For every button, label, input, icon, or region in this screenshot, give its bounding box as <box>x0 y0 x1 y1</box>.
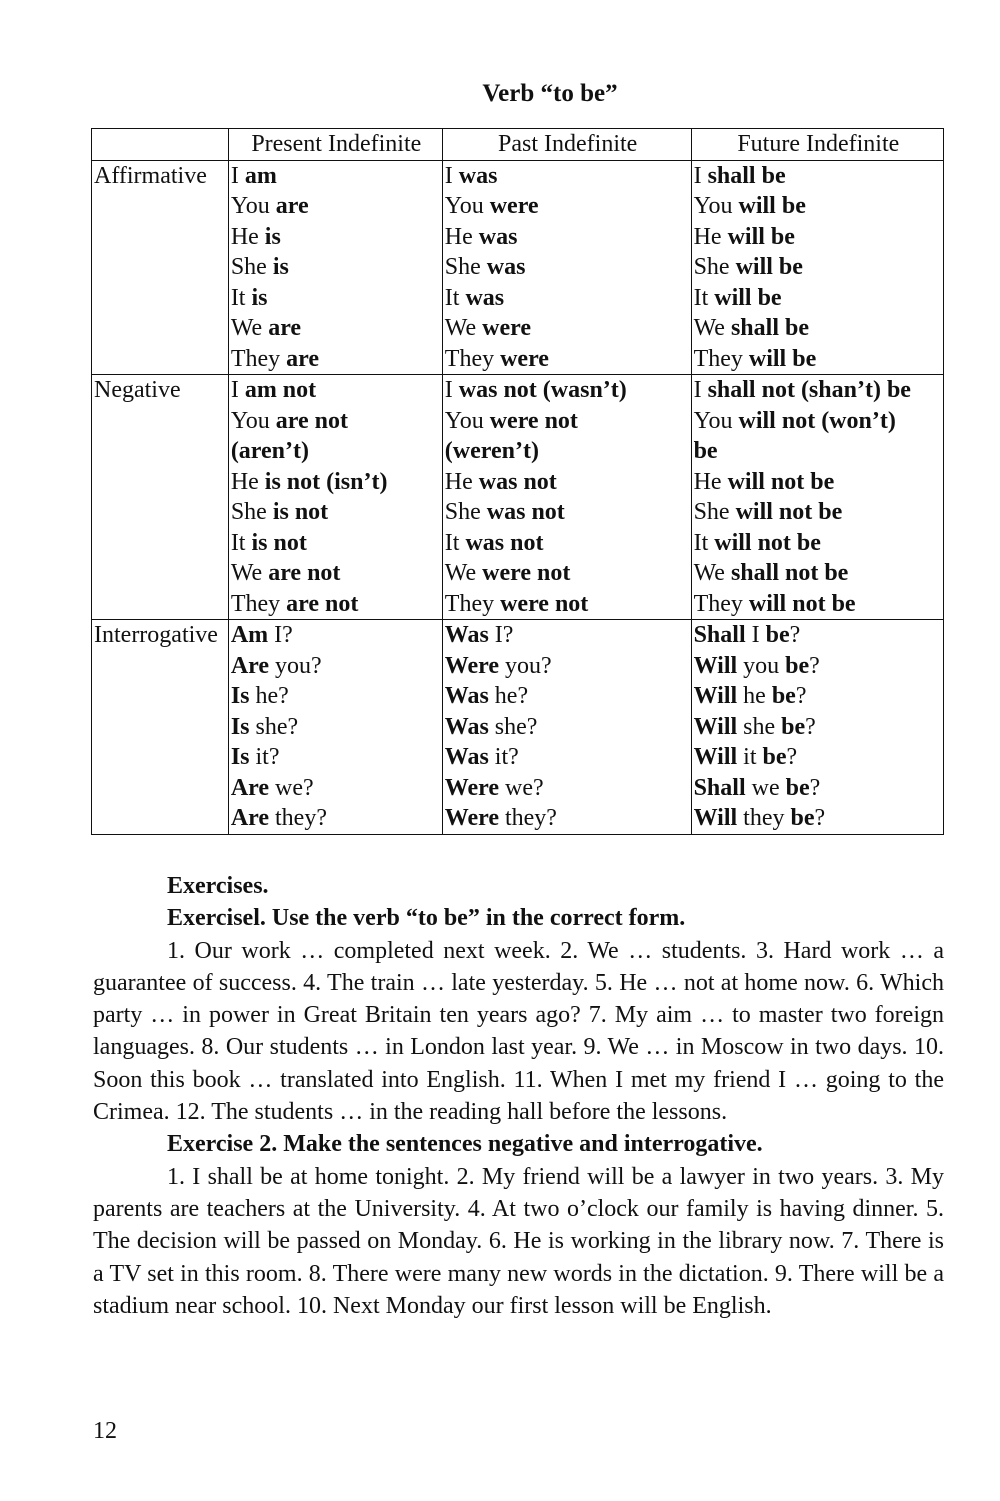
verb-form-line: Was he? <box>444 683 529 709</box>
verb-form-line: Will you be? <box>693 652 820 679</box>
verb-form-line: He was <box>444 223 518 250</box>
verb-form-line: Will he be? <box>693 683 807 709</box>
verb-form-line: It was not <box>444 529 544 556</box>
verb-form-line: We were not <box>444 560 571 586</box>
page-number: 12 <box>93 1418 117 1444</box>
verb-form-line: She was <box>444 254 526 280</box>
cell-affirmative-present <box>228 160 442 375</box>
row-interrogative <box>92 620 944 835</box>
header-past-indefinite: Past Indefinite <box>442 129 691 161</box>
verb-form-line: They are <box>230 345 319 372</box>
verb-form-line: We shall not be <box>693 560 849 586</box>
verb-form-line: Are we? <box>230 774 314 801</box>
verb-form-line: They were <box>444 345 549 372</box>
row-label-interrogative: Interrogative <box>92 620 229 835</box>
cell-affirmative-past <box>442 160 691 375</box>
verb-form-line: Are they? <box>230 805 327 831</box>
verb-form-line: Is it? <box>230 744 280 770</box>
verb-form-line: (weren’t) <box>444 438 539 464</box>
verb-form-line: You are <box>230 193 309 219</box>
exercise-1-title: Exercisel. Use the verb “to be” in the correct form. <box>167 905 686 932</box>
verb-form-line: Was I? <box>444 622 514 648</box>
verb-form-line: It was <box>444 284 505 311</box>
exercise-1-body: 1. Our work … completed next week. 2. We … students. 3. Hard work … a guarantee of success. 4. The train … late yesterday. 5. He … not at home now. 6. Which party … in power in Great Britain ten years ago? 7. My aim … to master two foreign languages. 8. Our students … in London last year. 9. We … in Moscow in two days. 10. Soon this book … translated into English. 11. When I met my friend I … going to the Crimea. 12. The students … in the reading hall before the lessons. <box>93 937 944 1126</box>
verb-form-line: Will it be? <box>693 744 798 770</box>
verb-form-line: I shall not (shan’t) be <box>693 377 911 403</box>
verb-form-line: They will be <box>693 345 817 372</box>
cell-negative-present <box>228 375 442 620</box>
exercise-2-body: 1. I shall be at home tonight. 2. My friend will be a lawyer in two years. 3. My parents are teachers at the University. 4. At two o’clock our family is having dinner. 5. The decision will be passed on Monday. 6. He is working in the library now. 7. There is a TV set in this room. 8. There were many new words in the dictation. 9. There will be a stadium near school. 10. Next Monday our first lesson will be English. <box>93 1163 944 1319</box>
verb-form-line: Shall I be? <box>693 622 801 648</box>
verb-form-line: I was <box>444 162 498 189</box>
verb-form-line: She will be <box>693 254 803 280</box>
verb-form-line: We shall be <box>693 315 809 341</box>
verb-form-line: He is <box>230 223 281 250</box>
verb-form-line: You will not (won’t) <box>693 407 896 434</box>
cell-interrogative-present <box>228 620 442 835</box>
verb-form-line: I am <box>230 162 277 189</box>
verb-form-line: I am not <box>230 377 317 403</box>
verb-to-be-table <box>91 128 944 835</box>
verb-form-line: Am I? <box>230 622 293 648</box>
verb-form-line: Were you? <box>444 652 552 679</box>
cell-negative-past <box>442 375 691 620</box>
row-label-negative: Negative <box>92 375 229 620</box>
verb-form-line: Will she be? <box>693 713 816 740</box>
verb-form-line: I shall be <box>693 162 786 189</box>
verb-form-line: He was not <box>444 468 557 495</box>
verb-form-line: We are <box>230 315 302 341</box>
verb-form-line: Was she? <box>444 713 538 740</box>
verb-form-line: It will be <box>693 284 782 311</box>
verb-form-line: (aren’t) <box>230 438 309 464</box>
row-affirmative <box>92 160 944 375</box>
verb-form-line: be <box>693 438 718 464</box>
verb-form-line: He will not be <box>693 468 835 495</box>
verb-form-line: He will be <box>693 223 795 250</box>
verb-form-line: It is not <box>230 529 307 556</box>
header-present-indefinite: Present Indefinite <box>228 129 442 161</box>
verb-form-line: They will not be <box>693 590 856 617</box>
row-label-affirmative: Affirmative <box>92 160 229 375</box>
exercise-2-title: Exercise 2. Make the sentences negative and interrogative. <box>167 1131 763 1158</box>
cell-interrogative-future <box>691 620 943 835</box>
verb-form-line: Will they be? <box>693 805 826 831</box>
verb-form-line: You will be <box>693 193 806 219</box>
verb-form-line: They were not <box>444 590 589 617</box>
header-blank-cell <box>92 129 229 161</box>
row-negative <box>92 375 944 620</box>
verb-form-line: He is not (isn’t) <box>230 468 388 495</box>
verb-form-line: We were <box>444 315 532 341</box>
verb-form-line: You were <box>444 193 539 219</box>
verb-form-line: We are not <box>230 560 341 586</box>
verb-form-line: She is not <box>230 499 329 525</box>
verb-form-line: Is he? <box>230 683 289 709</box>
verb-form-line: Is she? <box>230 713 299 740</box>
verb-form-line: Shall we be? <box>693 774 821 801</box>
cell-interrogative-past <box>442 620 691 835</box>
page-title: Verb “to be” <box>482 80 618 107</box>
cell-negative-future <box>691 375 943 620</box>
verb-form-line: She is <box>230 254 289 280</box>
exercises-heading: Exercises. <box>167 873 269 899</box>
verb-form-line: You are not <box>230 407 348 434</box>
verb-form-line: It is <box>230 284 268 311</box>
verb-form-line: She will not be <box>693 499 843 525</box>
verb-form-line: I was not (wasn’t) <box>444 377 627 403</box>
verb-form-line: They are not <box>230 590 359 617</box>
table-header-row <box>92 129 944 161</box>
verb-form-line: It will not be <box>693 529 821 556</box>
verb-form-line: Were they? <box>444 805 557 831</box>
verb-form-line: You were not <box>444 407 578 434</box>
header-future-indefinite: Future Indefinite <box>691 129 943 161</box>
exercises-section <box>93 870 944 1322</box>
verb-form-line: Was it? <box>444 744 519 770</box>
cell-affirmative-future <box>691 160 943 375</box>
verb-form-line: Were we? <box>444 774 544 801</box>
verb-form-line: Are you? <box>230 652 322 679</box>
verb-form-line: She was not <box>444 499 565 525</box>
